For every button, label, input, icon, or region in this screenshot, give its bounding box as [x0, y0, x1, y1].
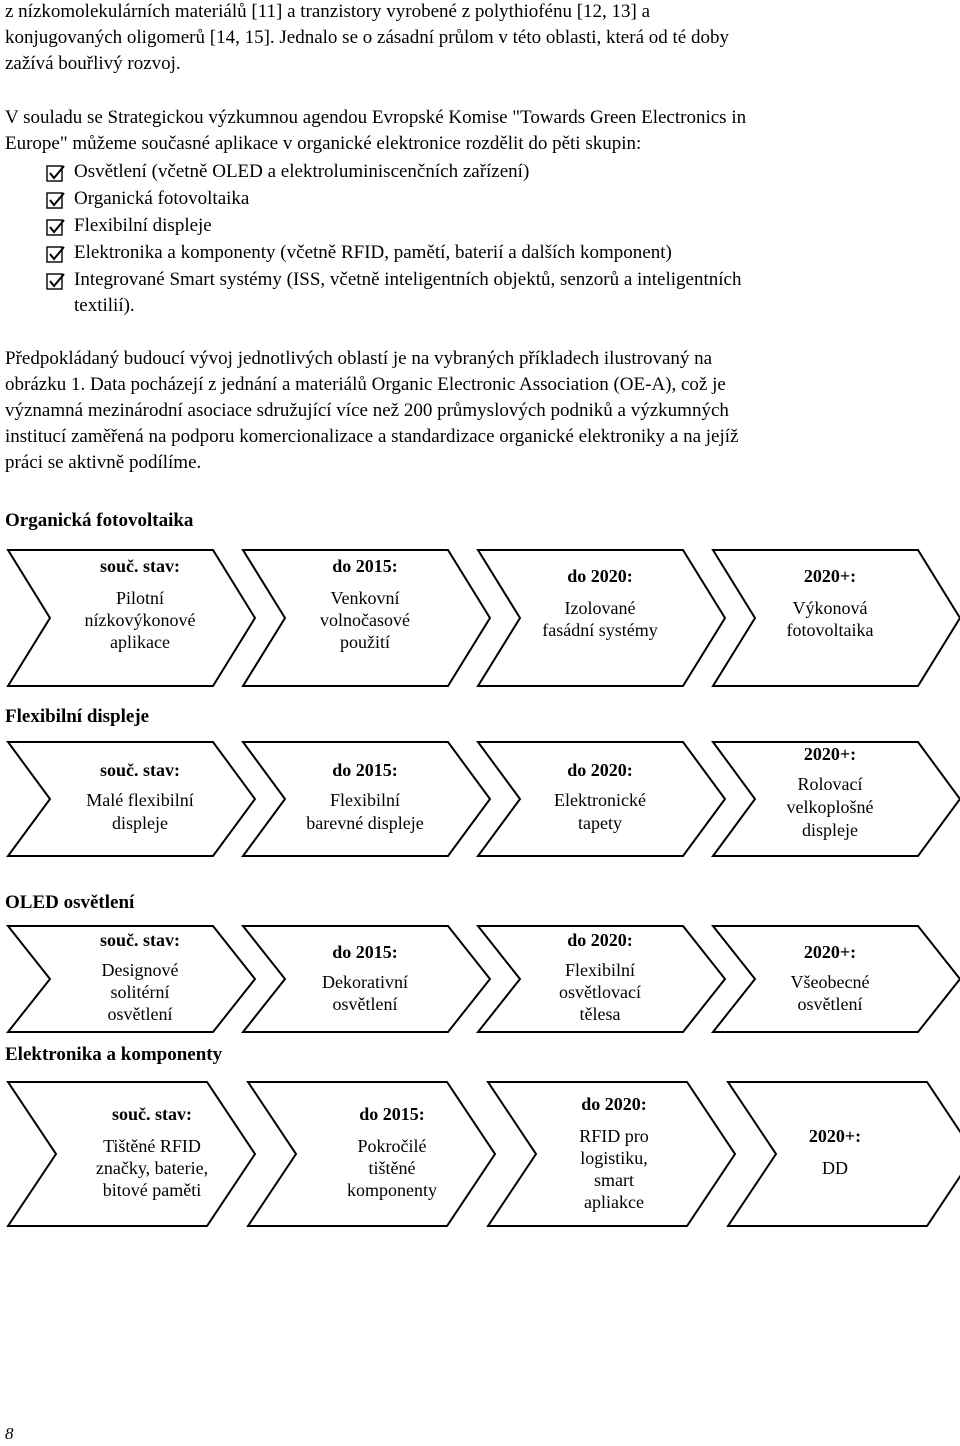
stage-description-line: Pilotní — [115, 588, 165, 608]
text-line: práci se aktivně podílíme. — [5, 452, 202, 473]
checklist-item: Elektronika a komponenty (včetně RFID, pamětí, baterií a dalších komponent) — [74, 242, 672, 263]
stage-label: souč. stav: — [100, 930, 180, 950]
stage-label: do 2015: — [332, 942, 398, 962]
stage-description-line: tělesa — [579, 1004, 621, 1024]
text-line: konjugovaných oligomerů [14, 15]. Jednalo se o zásadní průlom v této oblasti, která od té doby — [5, 27, 729, 48]
stage-description-line: komponenty — [347, 1180, 437, 1200]
stage-label: 2020+: — [803, 942, 857, 962]
checkbox-checked-icon — [46, 164, 66, 184]
stage-description-line: osvětlovací — [559, 982, 641, 1002]
stage-description-line: Pokročilé — [357, 1136, 427, 1156]
checklist-item: Organická fotovoltaika — [74, 188, 250, 209]
text-line: Předpokládaný budoucí vývoj jednotlivých oblastí je na vybraných příkladech ilustrovaný na — [5, 348, 713, 369]
stage-description-line: Všeobecné — [790, 972, 870, 992]
stage-description-line: aplikace — [110, 632, 170, 652]
checklist-item: Osvětlení (včetně OLED a elektroluminiscenčních zařízení) — [74, 161, 530, 182]
section-heading-displays: Flexibilní displeje — [5, 706, 150, 727]
stage-description-line: Elektronické — [554, 790, 646, 810]
text-line: z nízkomolekulárních materiálů [11] a tranzistory vyrobené z polythiofénu [12, 13] a — [5, 1, 651, 22]
stage-description-line: smart — [594, 1170, 634, 1190]
text-line: institucí zaměřená na podporu komercionalizace a standardizace organické elektroniky a na jejíž — [5, 426, 739, 447]
stage-description-line: displeje — [112, 813, 168, 833]
stage-label: souč. stav: — [100, 760, 180, 780]
checkbox-checked-icon — [46, 272, 66, 292]
checklist-item: Flexibilní displeje — [74, 215, 212, 236]
stage-description-line: Izolované — [564, 598, 636, 618]
page-number: 8 — [5, 1424, 14, 1443]
stage-description-line: nízkovýkonové — [84, 610, 196, 630]
stage-label: do 2015: — [332, 760, 398, 780]
roadmap-row-photovoltaics — [0, 548, 960, 688]
checklist-item-continuation: textilií). — [74, 295, 135, 316]
section-heading-electronics: Elektronika a komponenty — [5, 1044, 223, 1065]
stage-label: do 2020: — [567, 930, 633, 950]
stage-description-line: solitérní — [110, 982, 170, 1002]
paragraph-strategic-agenda — [5, 105, 930, 157]
stage-description-line: fotovoltaika — [786, 620, 874, 640]
stage-description-line: displeje — [802, 820, 858, 840]
text-line: obrázku 1. Data pocházejí z jednání a materiálů Organic Electronic Association (OE-A), což je — [5, 374, 726, 395]
stage-label: do 2015: — [359, 1104, 425, 1124]
stage-label: do 2015: — [332, 556, 398, 576]
stage-label: do 2020: — [567, 760, 633, 780]
stage-description-line: Dekorativní — [322, 972, 408, 992]
stage-description-line: Designové — [101, 960, 179, 980]
paragraph-future-development — [5, 346, 930, 476]
text-line: Europe" můžeme současné aplikace v organické elektronice rozdělit do pěti skupin: — [5, 133, 642, 154]
stage-description-line: Flexibilní — [564, 960, 636, 980]
checkbox-checked-icon — [46, 218, 66, 238]
stage-description-line: osvětlení — [797, 994, 863, 1014]
stage-description-line: Flexibilní — [329, 790, 401, 810]
roadmap-row-oled — [0, 924, 960, 1034]
stage-label: souč. stav: — [112, 1104, 192, 1124]
stage-description-line: apliakce — [584, 1192, 644, 1212]
stage-description-line: Rolovací — [797, 774, 863, 794]
section-heading-oled: OLED osvětlení — [5, 892, 135, 913]
stage-description-line: volnočasové — [320, 610, 410, 630]
section-heading-photovoltaics: Organická fotovoltaika — [5, 510, 194, 531]
stage-description-line: osvětlení — [332, 994, 398, 1014]
stage-description-line: velkoplošné — [786, 797, 874, 817]
stage-label: do 2020: — [581, 1094, 647, 1114]
stage-label: 2020+: — [803, 566, 857, 586]
stage-description-line: logistiku, — [580, 1148, 648, 1168]
text-line: V souladu se Strategickou výzkumnou agendou Evropské Komise "Towards Green Electronics in — [5, 107, 747, 128]
stage-label: souč. stav: — [100, 556, 180, 576]
stage-label: do 2020: — [567, 566, 633, 586]
checkbox-checked-icon — [46, 245, 66, 265]
stage-description-line: osvětlení — [107, 1004, 173, 1024]
stage-description-line: barevné displeje — [306, 813, 424, 833]
chevron-stage-4 — [728, 1082, 960, 1226]
stage-description-line: RFID pro — [579, 1126, 649, 1146]
stage-description-line: Tištěné RFID — [103, 1136, 201, 1156]
stage-description-line: Malé flexibilní — [86, 790, 194, 810]
roadmap-row-displays — [0, 740, 960, 858]
checkbox-checked-icon — [46, 191, 66, 211]
stage-description-line: značky, baterie, — [95, 1158, 209, 1178]
text-line: zažívá bouřlivý rozvoj. — [5, 53, 181, 74]
stage-description-line: použití — [340, 632, 390, 652]
stage-description-line: fasádní systémy — [542, 620, 658, 640]
stage-label: 2020+: — [803, 744, 857, 764]
stage-label: 2020+: — [808, 1126, 862, 1146]
stage-description-line: Venkovní — [330, 588, 400, 608]
stage-description-line: tapety — [578, 813, 622, 833]
stage-description-line: Výkonová — [792, 598, 868, 618]
paragraph-intro-continuation — [5, 0, 930, 77]
stage-description-line: tištěné — [368, 1158, 416, 1178]
stage-description-line: DD — [822, 1158, 848, 1178]
checklist-item: Integrované Smart systémy (ISS, včetně inteligentních objektů, senzorů a inteligentních — [74, 269, 742, 290]
text-line: významná mezinárodní asociace sdružující více než 200 průmyslových podniků a výzkumných — [5, 400, 729, 421]
roadmap-row-electronics — [0, 1080, 960, 1228]
stage-description-line: bitové paměti — [102, 1180, 202, 1200]
